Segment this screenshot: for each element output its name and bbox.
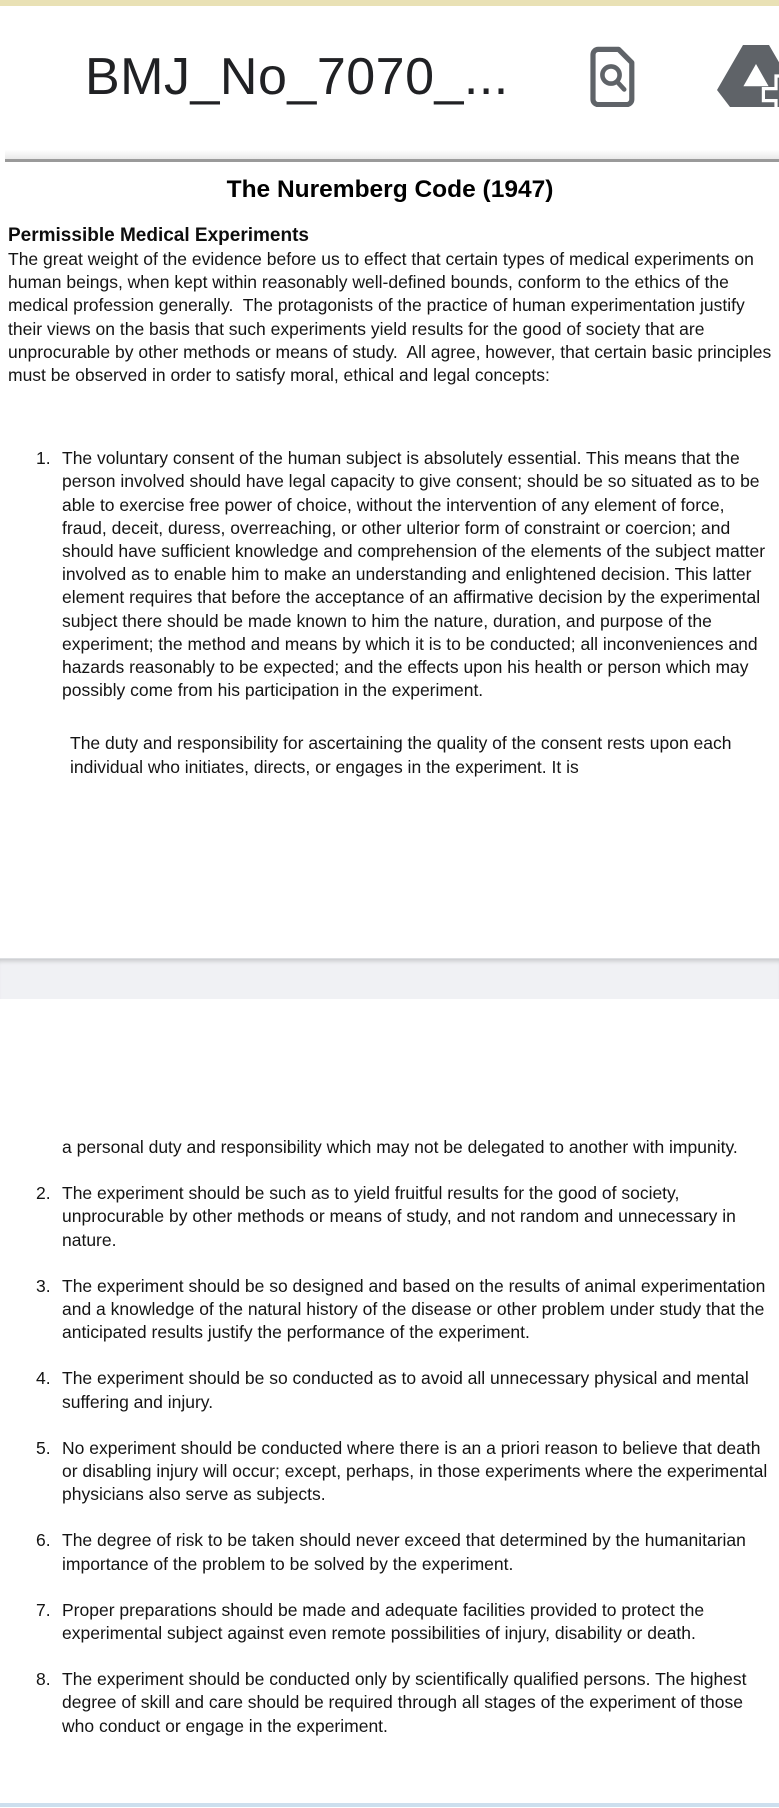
document-title: The Nuremberg Code (1947)	[226, 176, 554, 203]
find-in-document-icon	[589, 45, 637, 110]
list-item-number: 7.	[36, 1599, 51, 1620]
bottom-toolbar-edge	[0, 1803, 779, 1807]
list-item-text: The experiment should be conducted only by scientifically qualified persons. The highest degree of skill and care should be required through all stages of the experiment of those who conduct or engage in the experiment.	[62, 1669, 752, 1736]
list-item-text: Proper preparations should be made and adequate facilities provided to protect the experimental subject against even remote possibilities of injury, disability or death.	[62, 1599, 709, 1644]
list-item	[8, 1367, 772, 1413]
list-item-text: The voluntary consent of the human subject is absolutely essential. This means that the person involved should have legal capacity to give consent; should be so situated as to be able to exercise free power of choice, without the intervention of any element of force, fraud, deceit, duress, overreaching, or other ulterior form of constraint or coercion; and should have sufficient knowledge and comprehension of the elements of the subject matter involved as to enable him to make an understanding and enlightened decision. This latter element requires that before the acceptance of an affirmative decision by the experimental subject there should be made known to him the nature, duration, and purpose of the experiment; the method and means by which it is to be conducted; all inconveniences and hazards reasonably to be expected; and the effects upon his health or person which may possibly come from his participation in the experiment.	[62, 448, 770, 701]
list-item-text: The experiment should be so conducted as to avoid all unnecessary physical and mental suffering and injury.	[62, 1368, 754, 1412]
numbered-list-page-2	[8, 1182, 772, 1738]
list-item	[8, 1599, 772, 1645]
list-item-number: 4.	[36, 1368, 51, 1389]
add-to-drive-button[interactable]	[717, 45, 779, 110]
pdf-page-2[interactable]	[0, 999, 779, 1808]
list-item-continuation: The duty and responsibility for ascertaining the quality of the consent rests upon each individual who initiates, directs, or engages in the experiment. It is	[70, 733, 737, 777]
list-item-continuation: a personal duty and responsibility which may not be delegated to another with impunity.	[62, 1137, 738, 1157]
list-item	[8, 447, 772, 702]
add-to-drive-icon	[717, 45, 779, 110]
list-item	[8, 1529, 772, 1575]
list-item-number: 8.	[36, 1669, 51, 1690]
document-filename-title: BMJ_No_7070_...	[85, 48, 509, 106]
numbered-list-page-1	[8, 447, 772, 779]
section-heading: Permissible Medical Experiments	[8, 225, 309, 246]
list-item-text: The experiment should be so designed and based on the results of animal experimentation and a knowledge of the natural history of the disease or other problem under study that the anticipated results justify the performance of the experiment.	[62, 1275, 771, 1343]
list-item-text: No experiment should be conducted where there is an a priori reason to believe that death or disabling injury will occur; except, perhaps, in those experiments where the experimental physicians also serve as subjects.	[62, 1437, 773, 1505]
page-1-content	[0, 176, 779, 779]
list-item	[8, 1275, 772, 1345]
list-item	[8, 1437, 772, 1507]
list-item-text: The degree of risk to be taken should never exceed that determined by the humanitarian importance of the problem to be solved by the experiment.	[62, 1530, 751, 1574]
intro-paragraph: The great weight of the evidence before us to effect that certain types of medical experiments on human beings, when kept within reasonably well-defined bounds, conform to the ethics of the medical profession generally. The protagonists of the practice of human experimentation justify their views on the basis that such experiments yield results for the good of society that are unprocurable by other methods or means of study. All agree, however, that certain basic principles must be observed in order to satisfy moral, ethical and legal concepts:	[8, 249, 777, 386]
list-item-number: 1.	[36, 448, 51, 469]
list-item	[8, 1668, 772, 1738]
pdf-page-1[interactable]	[0, 148, 779, 958]
find-in-document-button[interactable]	[589, 45, 637, 110]
list-item-number: 3.	[36, 1275, 51, 1296]
list-item-number: 5.	[36, 1437, 51, 1458]
list-item-text: The experiment should be such as to yield fruitful results for the good of society, unprocurable by other methods or means of study, and not random and unnecessary in nature.	[62, 1183, 741, 1250]
list-item-number: 2.	[36, 1183, 51, 1204]
header-actions	[589, 45, 779, 110]
list-item	[8, 1182, 772, 1252]
list-item-number: 6.	[36, 1530, 51, 1551]
app-header	[0, 6, 779, 148]
page-gap-band	[0, 958, 779, 999]
page-top-edge	[5, 150, 779, 162]
